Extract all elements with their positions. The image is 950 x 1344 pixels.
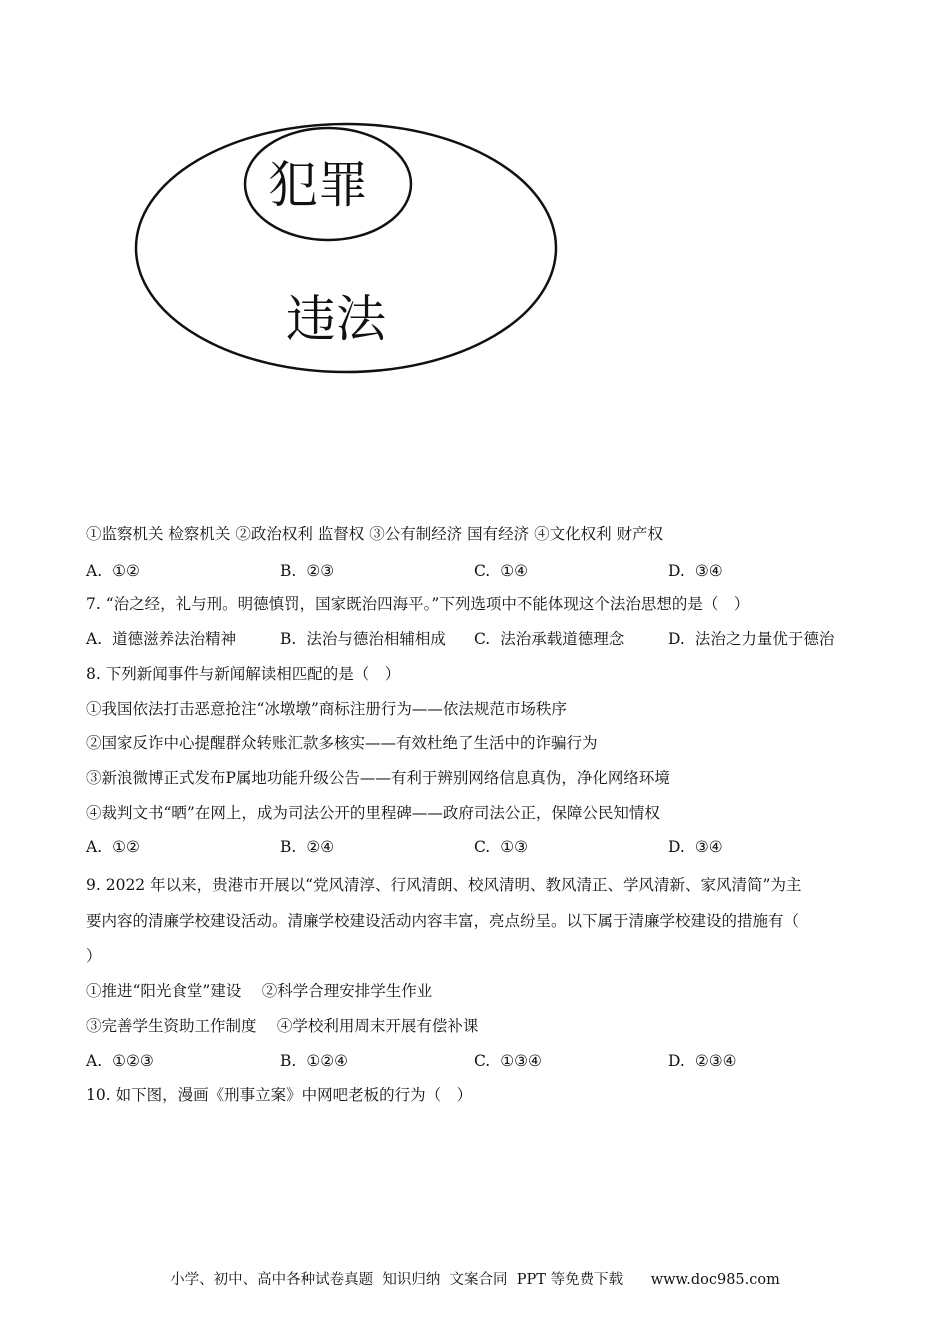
q8-option-d[interactable]: D. ③④ [668,838,723,856]
q7-stem: 7. “治之经，礼与刑。明德慎罚，国家既治四海平。”下列选项中不能体现这个法治思想的是（ ） [86,595,750,613]
q8-item-3: ③新浪微博正式发布P属地功能升级公告——有利于辨别网络信息真伪，净化网络环境 [86,769,670,787]
q7-option-c[interactable]: C. 法治承载道德理念 [474,630,625,648]
q8-item-1: ①我国依法打击恶意抢注“冰墩墩”商标注册行为——依法规范市场秩序 [86,700,567,718]
q9-item-row-1: ①推进“阳光食堂”建设 ②科学合理安排学生作业 [86,982,433,1000]
q7-option-b[interactable]: B. 法治与德治相辅相成 [280,630,446,648]
q8-option-b[interactable]: B. ②④ [280,838,335,856]
violation-label: 违法 [286,290,386,348]
q9-option-c[interactable]: C. ①③④ [474,1052,542,1070]
q9-option-a[interactable]: A. ①②③ [86,1052,154,1070]
q10-stem: 10. 如下图，漫画《刑事立案》中网吧老板的行为（ ） [86,1086,473,1104]
q8-stem: 8. 下列新闻事件与新闻解读相匹配的是（ ） [86,665,401,683]
q9-option-b[interactable]: B. ①②④ [280,1052,349,1070]
q8-item-2: ②国家反诈中心提醒群众转账汇款多核实——有效杜绝了生活中的诈骗行为 [86,734,598,752]
q7-option-a[interactable]: A. 道德滋养法治精神 [86,630,237,648]
q7-options [86,629,866,649]
venn-diagram [130,118,562,378]
q9-option-d[interactable]: D. ②③④ [668,1052,737,1070]
q6-option-d[interactable]: D. ③④ [668,562,723,580]
q7-option-d[interactable]: D. 法治之力量优于德治 [668,630,835,648]
q9-item-row-2: ③完善学生资助工作制度 ④学校利用周末开展有偿补课 [86,1017,479,1035]
q8-option-c[interactable]: C. ①③ [474,838,529,856]
q6-option-a[interactable]: A. ①② [86,562,140,580]
q6-statements: ①监察机关 检察机关 ②政治权利 监督权 ③公有制经济 国有经济 ④文化权利 财产权 [86,525,663,543]
q6-option-b[interactable]: B. ②③ [280,562,335,580]
q9-stem-line-1: 9. 2022 年以来，贵港市开展以“党风清淳、行风清朗、校风清明、教风清正、学风清新、家风清简”为主 [86,876,802,894]
crime-label: 犯罪 [268,156,368,214]
q6-options [86,561,866,581]
q9-stem-line-3: ） [86,947,102,965]
q8-item-4: ④裁判文书“晒”在网上，成为司法公开的里程碑——政府司法公正，保障公民知情权 [86,804,660,822]
q9-stem-line-2: 要内容的清廉学校建设活动。清廉学校建设活动内容丰富，亮点纷呈。以下属于清廉学校建设的措施有（ [86,912,800,930]
q8-options [86,837,866,857]
q8-option-a[interactable]: A. ①② [86,838,140,856]
q6-option-c[interactable]: C. ①④ [474,562,529,580]
page-footer: 小学、初中、高中各种试卷真题 知识归纳 文案合同 PPT 等免费下载 www.doc985.com [170,1272,780,1288]
q9-options [86,1051,866,1071]
